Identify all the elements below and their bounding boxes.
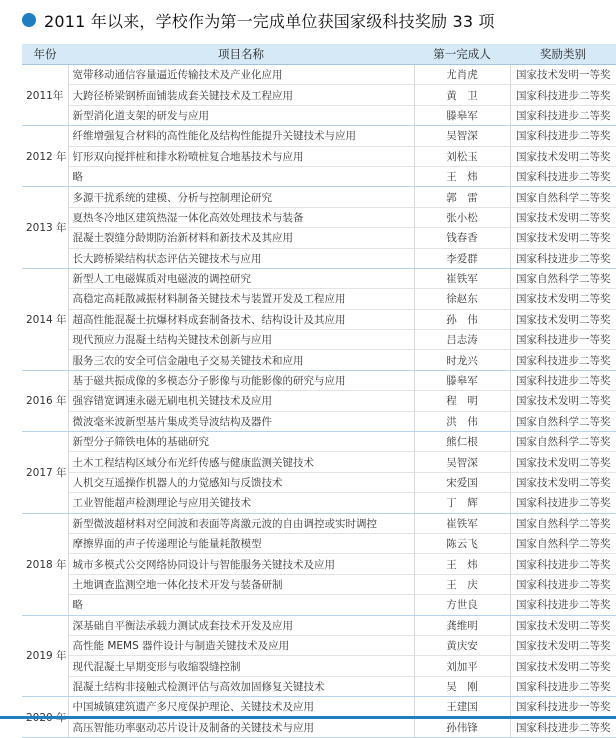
table-row [22,370,616,390]
project-name-cell: 大跨径桥梁钢桥面铺装成套关键技术及工程应用 [68,85,414,105]
table-row [22,289,616,309]
table-row [22,146,616,166]
first-person-cell: 程 明 [414,391,510,411]
award-type-cell: 国家科技进步二等奖 [510,370,616,390]
table-row [22,228,616,248]
first-person-cell: 钱春香 [414,228,510,248]
project-name-cell: 中国城镇建筑遗产多尺度保护理论、关键技术及应用 [68,697,414,717]
year-cell: 2012 年 [22,126,68,187]
first-person-cell: 吴 刚 [414,676,510,696]
project-name-cell: 钉形双向搅拌桩和排水粉喷桩复合地基技术与应用 [68,146,414,166]
bullet-dot-icon [22,13,36,27]
project-name-cell: 长大跨桥梁结构状态评估关键技术与应用 [68,248,414,268]
first-person-cell: 孙 伟 [414,309,510,329]
section-header [22,6,495,34]
first-person-cell: 刘松玉 [414,146,510,166]
project-name-cell: 现代预应力混凝土结构关键技术创新与应用 [68,330,414,350]
table-row [22,187,616,207]
table-row [22,166,616,186]
project-name-cell: 土地调查监测空地一体化技术开发与装备研制 [68,574,414,594]
award-type-cell: 国家技术发明二等奖 [510,309,616,329]
table-row [22,635,616,655]
project-name-cell: 超高性能混凝土抗爆材料成套制备技术、结构设计及其应用 [68,309,414,329]
table-row [22,452,616,472]
first-person-cell: 丁 辉 [414,493,510,513]
table-row [22,65,616,85]
table-row [22,717,616,737]
table-body [22,65,616,738]
project-name-cell: 略 [68,595,414,615]
award-type-cell: 国家自然科学二等奖 [510,411,616,431]
first-person-cell: 滕皋军 [414,105,510,125]
table-row [22,676,616,696]
first-person-cell: 黄庆安 [414,635,510,655]
first-person-cell: 吴智深 [414,452,510,472]
project-name-cell: 新型人工电磁媒质对电磁波的调控研究 [68,268,414,288]
table-row [22,105,616,125]
table-row [22,309,616,329]
award-type-cell: 国家科技进步二等奖 [510,595,616,615]
award-type-cell: 国家科技进步二等奖 [510,85,616,105]
table-row [22,595,616,615]
award-type-cell: 国家技术发明二等奖 [510,207,616,227]
column-header-year: 年份 [22,44,68,65]
project-name-cell: 现代混凝土早期变形与收缩裂缝控制 [68,656,414,676]
table-row [22,513,616,533]
award-type-cell: 国家技术发明二等奖 [510,146,616,166]
column-header-first-person: 第一完成人 [414,44,510,65]
award-type-cell: 国家科技进步二等奖 [510,105,616,125]
first-person-cell: 崔铁军 [414,513,510,533]
award-type-cell: 国家技术发明二等奖 [510,635,616,655]
page-title: 2011 年以来，学校作为第一完成单位获国家级科技奖励 33 项 [44,11,495,31]
project-name-cell: 强容错宽调速永磁无刷电机关键技术及应用 [68,391,414,411]
table-row [22,533,616,553]
first-person-cell: 张小松 [414,207,510,227]
table-row [22,350,616,370]
award-type-cell: 国家技术发明二等奖 [510,472,616,492]
project-name-cell: 混凝土裂缝分龄期防治新材料和新技术及其应用 [68,228,414,248]
first-person-cell: 李爱群 [414,248,510,268]
first-person-cell: 洪 伟 [414,411,510,431]
project-name-cell: 夏热冬冷地区建筑热湿一体化高效处理技术与装备 [68,207,414,227]
table-row [22,432,616,452]
award-type-cell: 国家科技进步二等奖 [510,717,616,737]
table-row [22,411,616,431]
award-type-cell: 国家技术发明二等奖 [510,656,616,676]
first-person-cell: 陈云飞 [414,533,510,553]
table-row [22,493,616,513]
project-name-cell: 微波毫米波新型基片集成类导波结构及器件 [68,411,414,431]
project-name-cell: 深基础自平衡法承载力测试成套技术开发及应用 [68,615,414,635]
first-person-cell: 王 炜 [414,554,510,574]
award-type-cell: 国家自然科学二等奖 [510,268,616,288]
award-type-cell: 国家科技进步二等奖 [510,554,616,574]
first-person-cell: 刘加平 [414,656,510,676]
project-name-cell: 高压智能功率驱动芯片设计及制备的关键技术与应用 [68,717,414,737]
project-name-cell: 新型分子筛铁电体的基础研究 [68,432,414,452]
award-type-cell: 国家自然科学二等奖 [510,533,616,553]
award-type-cell: 国家科技进步二等奖 [510,248,616,268]
column-header-project: 项目名称 [68,44,414,65]
bottom-divider [0,716,616,719]
year-cell: 2013 年 [22,187,68,269]
first-person-cell: 崔铁军 [414,268,510,288]
year-cell: 2016 年 [22,370,68,431]
table-row [22,126,616,146]
first-person-cell: 龚维明 [414,615,510,635]
table-row [22,472,616,492]
first-person-cell: 方世良 [414,595,510,615]
year-cell: 2011年 [22,65,68,126]
award-type-cell: 国家科技进步二等奖 [510,126,616,146]
first-person-cell: 吕志涛 [414,330,510,350]
award-type-cell: 国家科技进步二等奖 [510,166,616,186]
project-name-cell: 基于磁共振成像的多模态分子影像与功能影像的研究与应用 [68,370,414,390]
project-name-cell: 人机交互遥操作机器人的力觉感知与反馈技术 [68,472,414,492]
table-header-row [22,44,616,65]
first-person-cell: 王建国 [414,697,510,717]
award-type-cell: 国家自然科学二等奖 [510,432,616,452]
first-person-cell: 时龙兴 [414,350,510,370]
awards-table [22,44,616,738]
year-cell: 2017 年 [22,432,68,514]
project-name-cell: 高性能 MEMS 器件设计与制造关键技术及应用 [68,635,414,655]
first-person-cell: 郭 雷 [414,187,510,207]
project-name-cell: 服务三农的安全可信金融电子交易关键技术和应用 [68,350,414,370]
award-type-cell: 国家技术发明二等奖 [510,615,616,635]
project-name-cell: 略 [68,166,414,186]
award-type-cell: 国家科技进步一等奖 [510,697,616,717]
project-name-cell: 高稳定高耗散减振材料制备关键技术与装置开发及工程应用 [68,289,414,309]
table-row [22,207,616,227]
award-type-cell: 国家自然科学二等奖 [510,187,616,207]
award-type-cell: 国家技术发明一等奖 [510,65,616,85]
project-name-cell: 新型微波超材料对空间波和表面等离激元波的自由调控或实时调控 [68,513,414,533]
award-type-cell: 国家技术发明二等奖 [510,228,616,248]
project-name-cell: 新型消化道支架的研发与应用 [68,105,414,125]
year-cell: 2014 年 [22,268,68,370]
first-person-cell: 黄 卫 [414,85,510,105]
table-row [22,330,616,350]
award-type-cell: 国家科技进步二等奖 [510,574,616,594]
project-name-cell: 工业智能超声检测理论与应用关键技术 [68,493,414,513]
project-name-cell: 城市多模式公交网络协同设计与智能服务关键技术及应用 [68,554,414,574]
table-row [22,85,616,105]
table-row [22,656,616,676]
award-type-cell: 国家科技进步二等奖 [510,350,616,370]
first-person-cell: 滕皋军 [414,370,510,390]
column-header-award-type: 奖励类别 [510,44,616,65]
award-type-cell: 国家自然科学二等奖 [510,513,616,533]
award-type-cell: 国家技术发明二等奖 [510,289,616,309]
project-name-cell: 纤维增强复合材料的高性能化及结构性能提升关键技术与应用 [68,126,414,146]
first-person-cell: 徐赵东 [414,289,510,309]
award-type-cell: 国家技术发明二等奖 [510,391,616,411]
table-row [22,697,616,717]
first-person-cell: 熊仁根 [414,432,510,452]
table-row [22,248,616,268]
project-name-cell: 土木工程结构区域分布光纤传感与健康监测关键技术 [68,452,414,472]
first-person-cell: 尤肖虎 [414,65,510,85]
year-cell: 2019 年 [22,615,68,697]
first-person-cell: 吴智深 [414,126,510,146]
table-row [22,615,616,635]
first-person-cell: 王 庆 [414,574,510,594]
award-type-cell: 国家技术发明二等奖 [510,452,616,472]
year-cell: 2018 年 [22,513,68,615]
table-row [22,268,616,288]
table-row [22,391,616,411]
award-type-cell: 国家科技进步一等奖 [510,330,616,350]
first-person-cell: 宋爱国 [414,472,510,492]
first-person-cell: 王 炜 [414,166,510,186]
first-person-cell: 孙伟锋 [414,717,510,737]
project-name-cell: 宽带移动通信容量逼近传输技术及产业化应用 [68,65,414,85]
project-name-cell: 混凝土结构非接触式检测评估与高效加固修复关键技术 [68,676,414,696]
table-row [22,574,616,594]
award-type-cell: 国家科技进步二等奖 [510,676,616,696]
project-name-cell: 多源干扰系统的建模、分析与控制理论研究 [68,187,414,207]
project-name-cell: 摩擦界面的声子传递理论与能量耗散模型 [68,533,414,553]
award-type-cell: 国家科技进步二等奖 [510,493,616,513]
table-row [22,554,616,574]
